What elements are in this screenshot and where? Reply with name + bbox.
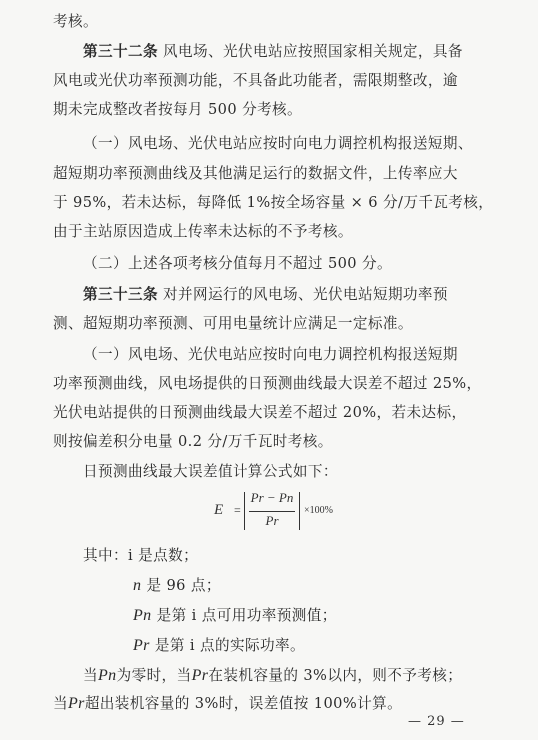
text-span: 为零时，当: [116, 667, 192, 684]
definition-i: [83, 546, 528, 566]
symbol-pr: Pr: [191, 667, 209, 684]
formula-fraction: [247, 490, 297, 529]
dang-word: 当: [53, 695, 68, 712]
text-line: 于 95%，若未达标，每降低 1%按全场容量 × 6 分/万千瓦考核，: [53, 194, 494, 211]
abs-bar-right: [299, 492, 300, 530]
formula-denominator: Pr: [265, 513, 279, 528]
text-span: 是 96 点；: [146, 577, 221, 594]
fraction-line: [249, 511, 295, 512]
text-line: 则按偏差积分电量 0.2 分/万千瓦时考核。: [53, 433, 333, 450]
text-line: 功率预测曲线，风电场提供的日预测曲线最大误差不超过 25%，: [53, 375, 482, 392]
article-33-line: [83, 285, 528, 305]
symbol-pr: Pr: [68, 695, 85, 712]
error-formula: [214, 488, 354, 534]
formula-lhs: E: [214, 502, 224, 518]
text-span: 风电场、光伏电站应按照国家相关规定，具备: [163, 43, 463, 60]
symbol-pr: Pr: [133, 637, 150, 654]
formula-multiplier: ×100%: [304, 505, 333, 516]
text-line: 光伏电站提供的日预测曲线最大误差不超过 20%，若未达标，: [53, 404, 467, 421]
article-32-heading: 第三十二条: [83, 43, 158, 60]
text-line: 超短期功率预测曲线及其他满足运行的数据文件，上传率应大: [53, 165, 458, 182]
text-span: 是第 i 点可用功率预测值；: [156, 607, 337, 624]
condition-line-2: [53, 694, 498, 714]
symbol-pn: Pn: [98, 667, 117, 684]
text-line: （二）上述各项考核分值每月不超过 500 分。: [83, 255, 393, 272]
page-number: — 29 —: [408, 714, 465, 729]
text-span: 对并网运行的风电场、光伏电站短期功率预: [163, 286, 448, 303]
text-span: 超出装机容量的 3%时，误差值按 100%计算。: [84, 695, 403, 712]
definition-pn: [133, 606, 538, 626]
symbol-n: n: [133, 577, 142, 594]
formula-equals: =: [234, 503, 241, 517]
text-span: 是第 i 点的实际功率。: [154, 637, 305, 654]
text-line: 测、超短期功率预测、可用电量统计应满足一定标准。: [53, 315, 413, 332]
text-line: 期未完成整改者按每月 500 分考核。: [53, 101, 303, 118]
definition-pr: [133, 636, 538, 656]
text-line: （一）风电场、光伏电站应按时向电力调控机构报送短期、: [83, 135, 473, 152]
condition-line-1: [83, 666, 528, 686]
article-33-heading: 第三十三条: [83, 286, 158, 303]
text-line: 风电或光伏功率预测功能，不具备此功能者，需限期整改，逾: [53, 72, 458, 89]
text-line: 考核。: [53, 13, 98, 30]
text-line: 由于主站原因造成上传率未达标的不予考核。: [53, 223, 353, 240]
qizhong-label: 其中：: [83, 547, 128, 564]
formula-numerator: Pr − Pn: [250, 490, 294, 505]
text-line: （一）风电场、光伏电站应按时向电力调控机构报送短期: [83, 346, 458, 363]
article-32-line: [83, 42, 528, 62]
text-span: 在装机容量的 3%以内，则不予考核；: [208, 667, 463, 684]
text-span: i 是点数；: [127, 547, 199, 564]
abs-bar-left: [244, 492, 245, 530]
symbol-pn: Pn: [133, 607, 152, 624]
definition-n: [133, 576, 538, 596]
dang-word: 当: [83, 667, 98, 684]
text-line: 日预测曲线最大误差值计算公式如下：: [83, 463, 338, 480]
